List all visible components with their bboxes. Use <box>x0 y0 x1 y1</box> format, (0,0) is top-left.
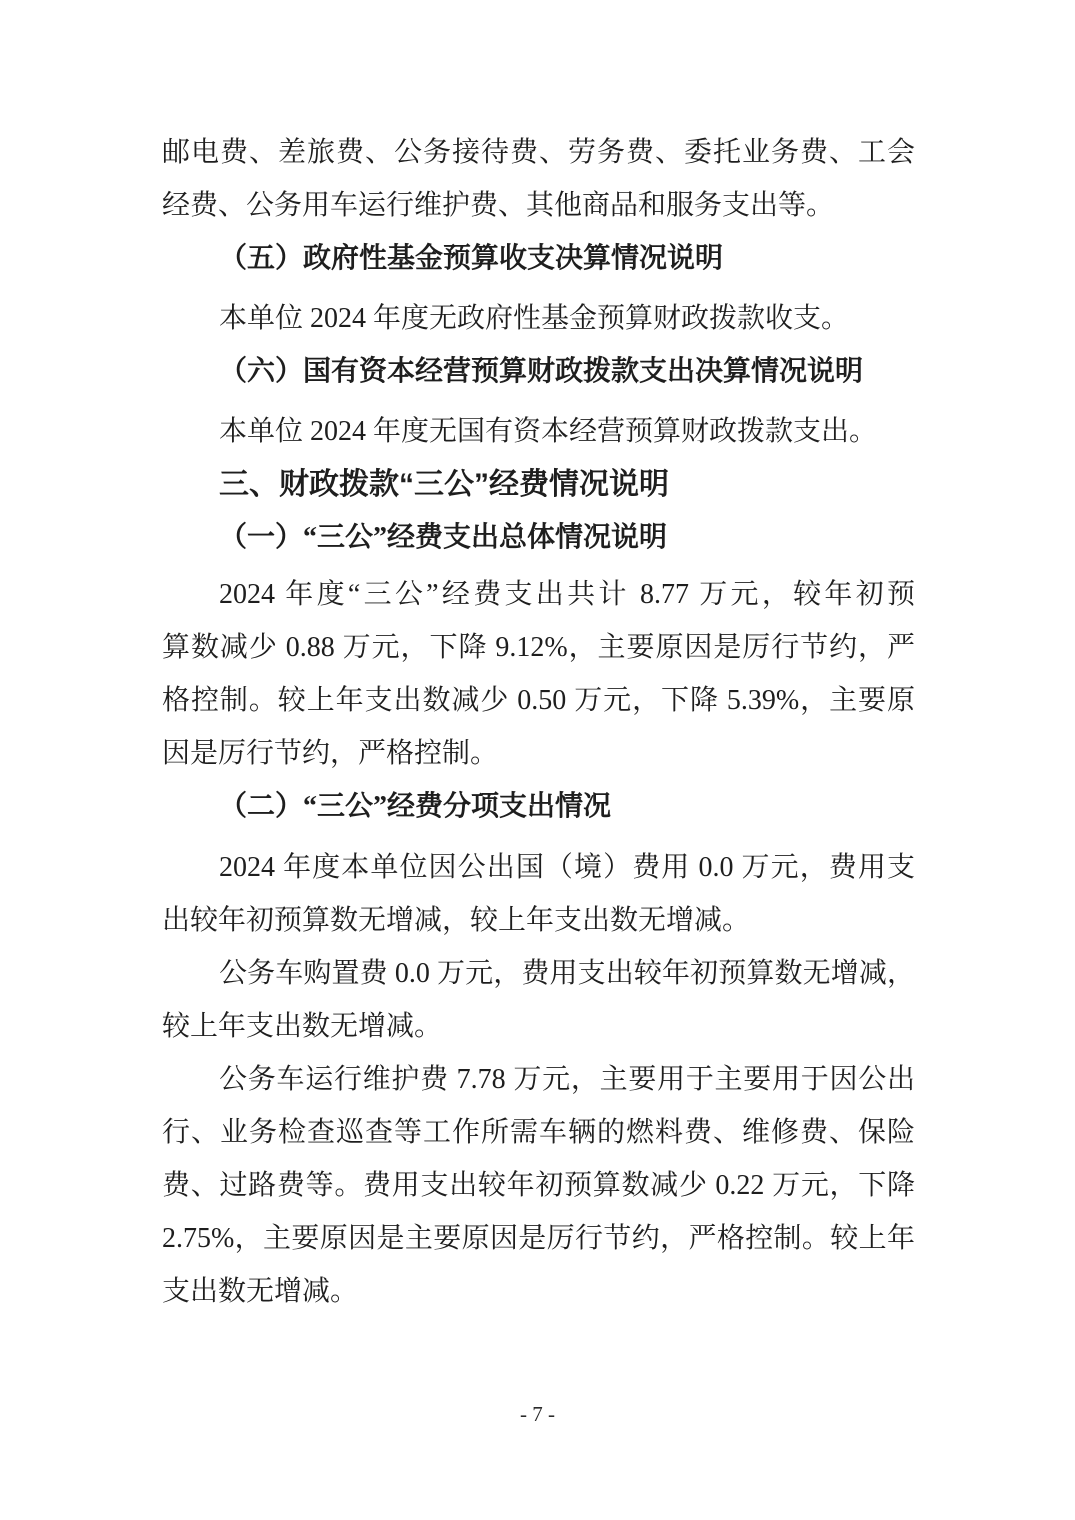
paragraph-line: 支出数无增减。 <box>162 1276 359 1307</box>
paragraph-line: 格控制。较上年支出数减少 0.50 万元，下降 5.39%，主要原 <box>162 685 915 716</box>
page-footer <box>0 1400 1075 1428</box>
section-3 <box>162 458 915 1318</box>
paragraph-line: 2024 年度本单位因公出国（境）费用 0.0 万元，费用支 <box>219 852 915 883</box>
paragraph-line: 出较年初预算数无增减，较上年支出数无增减。 <box>162 905 751 936</box>
paragraph-line: 2.75%，主要原因是主要原因是厉行节约，严格控制。较上年 <box>162 1223 915 1254</box>
paragraph-line: 公务车运行维护费 7.78 万元，主要用于主要用于因公出 <box>219 1064 915 1095</box>
subsection-1-heading: （一）“三公”经费支出总体情况说明 <box>219 522 668 553</box>
paragraph-line: 较上年支出数无增减。 <box>162 1011 443 1042</box>
section-6 <box>162 345 915 458</box>
subsection-1 <box>162 511 915 780</box>
paragraph-line: 经费、公务用车运行维护费、其他商品和服务支出等。 <box>162 190 835 221</box>
paragraph-vehicle-purchase <box>162 947 915 1053</box>
paragraph-line: 2024 年度“三公”经费支出共计 8.77 万元，较年初预 <box>219 579 915 610</box>
section-5-heading: （五）政府性基金预算收支决算情况说明 <box>219 243 724 274</box>
paragraph-line: 邮电费、差旅费、公务接待费、劳务费、委托业务费、工会 <box>162 137 915 168</box>
carryover-paragraph <box>162 126 915 232</box>
paragraph-abroad-expense <box>162 841 915 947</box>
paragraph-line: 行、业务检查巡查等工作所需车辆的燃料费、维修费、保险 <box>162 1117 915 1148</box>
paragraph-line: 因是厉行节约，严格控制。 <box>162 738 499 769</box>
section-6-paragraph: 本单位 2024 年度无国有资本经营预算财政拨款支出。 <box>219 416 878 447</box>
paragraph-line: 算数减少 0.88 万元，下降 9.12%，主要原因是厉行节约，严 <box>162 632 915 663</box>
paragraph-line: 费、过路费等。费用支出较年初预算数减少 0.22 万元，下降 <box>162 1170 915 1201</box>
page-number: - 7 - <box>520 1402 555 1426</box>
subsection-2-heading: （二）“三公”经费分项支出情况 <box>219 791 612 822</box>
page-content <box>162 126 915 1318</box>
section-6-heading: （六）国有资本经营预算财政拨款支出决算情况说明 <box>219 356 864 387</box>
section-5 <box>162 232 915 345</box>
subsection-2 <box>162 780 915 1318</box>
paragraph-line: 公务车购置费 0.0 万元，费用支出较年初预算数无增减， <box>219 958 915 989</box>
section-3-heading: 三、财政拨款“三公”经费情况说明 <box>219 468 669 501</box>
section-5-paragraph: 本单位 2024 年度无政府性基金预算财政拨款收支。 <box>219 303 850 334</box>
paragraph-vehicle-maintenance <box>162 1053 915 1318</box>
